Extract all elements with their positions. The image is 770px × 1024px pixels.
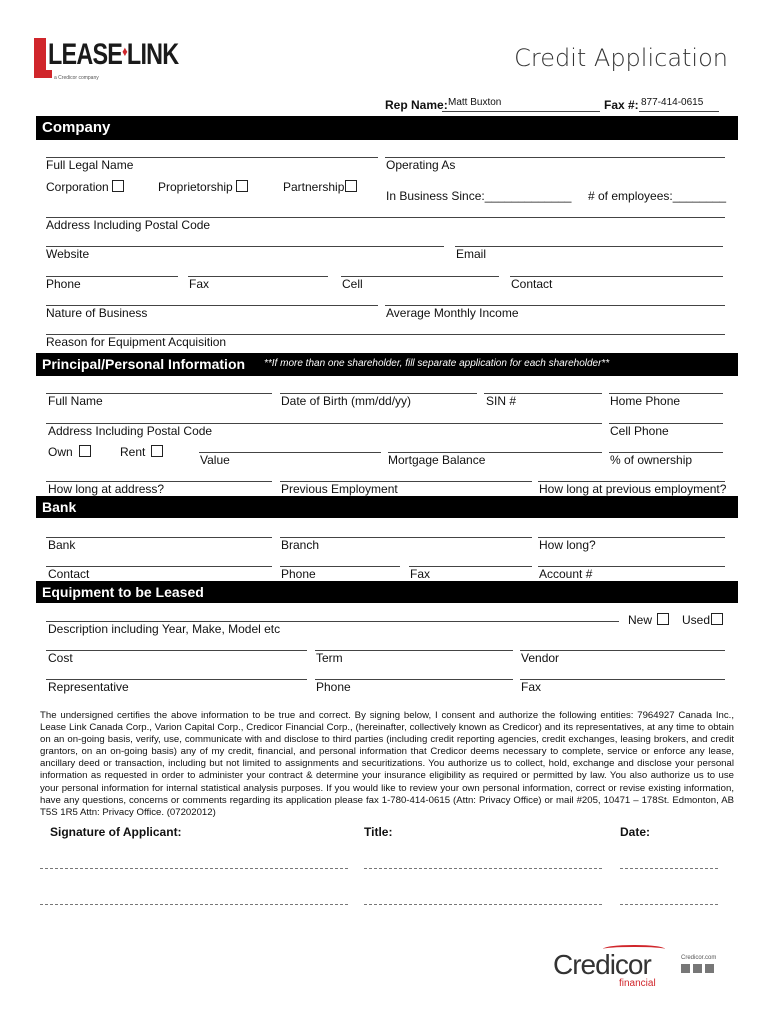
logo-text-2: LINK [126,38,179,71]
bank-how-long-label: How long? [539,538,596,552]
sin-label: SIN # [486,394,517,408]
page-title: Credit Application [514,44,728,72]
company-section-bar [36,116,738,140]
equipment-fax-label: Fax [521,680,542,694]
credicor-logo [553,945,673,990]
partnership-label: Partnership [283,180,345,194]
in-business-since-field[interactable]: In Business Since:_____________ [386,189,572,203]
nature-of-business-label: Nature of Business [46,306,148,320]
title-line-1[interactable] [364,868,602,869]
term-label: Term [316,651,343,665]
employees-field[interactable]: # of employees:________ [588,189,727,203]
bank-fax-label: Fax [410,567,431,581]
corporation-label: Corporation [46,180,109,194]
rep-name-label: Rep Name: [385,98,448,112]
credicor-sub: financial [619,978,656,989]
email-field[interactable] [455,246,723,247]
company-phone-label: Phone [46,277,81,291]
fax-value: 877-414-0615 [641,97,704,108]
principal-address-label: Address Including Postal Code [48,424,213,438]
signature-date-label: Date: [620,825,651,839]
cost-field[interactable] [46,650,307,651]
full-legal-name-label: Full Legal Name [46,158,134,172]
company-fax-label: Fax [189,277,210,291]
lease-link-logo [34,38,179,84]
rent-label: Rent [120,445,146,459]
signature-line-2[interactable] [40,904,348,905]
rep-name-value: Matt Buxton [448,97,502,108]
maple-leaf-icon: ♦ [122,43,127,59]
own-label: Own [48,445,73,459]
account-label: Account # [539,567,593,581]
bank-label: Bank [48,538,76,552]
principal-full-name-label: Full Name [48,394,103,408]
bank-contact-label: Contact [48,567,90,581]
fax-label: Fax #: [604,98,639,112]
twitter-icon[interactable] [705,964,714,973]
value-label: Value [200,453,230,467]
title-line-2[interactable] [364,904,602,905]
partnership-checkbox[interactable] [345,180,357,192]
previous-employment-label: Previous Employment [281,482,398,496]
equipment-heading: Equipment to be Leased [42,584,204,600]
vendor-label: Vendor [521,651,560,665]
mortgage-balance-label: Mortgage Balance [388,453,486,467]
equipment-section-bar [36,581,738,603]
logo-tagline: a Credicor company [54,75,99,81]
cell-phone-label: Cell Phone [610,424,669,438]
email-label: Email [456,247,487,261]
used-checkbox[interactable] [711,613,723,625]
new-checkbox[interactable] [657,613,669,625]
company-cell-field[interactable] [341,276,499,277]
bank-field[interactable] [46,537,272,538]
principal-note: **If more than one shareholder, fill separate application for each shareholder** [264,358,610,369]
bank-section-bar [36,496,738,518]
branch-label: Branch [281,538,320,552]
consent-legal-text: The undersigned certifies the above information to be true and correct. By signing below, I consent and authorize the following entities: 7964927 Canada Inc., Lease Link Canada Corp., Varion Capital Corp., Credicor Financial Corp., (hereinafter, collectively known as Credicor) and its representatives, at any time to obtain on an on-going basis, verify, use, communicate with and disclose to third parties (including credit reporting agencies, credit exchanges, leasing brokers, and credit grantors, on an on-going basis) any of my credit, financial, and personal information that Credicor deems necessary to complete, service or enforce any lease, ancillary deed or transaction, including but not limited to assignments and securitizations. You authorize us to collect, hold, exchange and disclose your personal information as requested in order to administer your contract & determine your insurance eligibility as required or permitted by law. You also authorize us to use your personal information for internal statistical analysis purposes. If you would like to review your own personal information, correct or revise existing information, have any questions, concerns or comments regarding its application please fax 1-780-414-0615 (Attn: Privacy Office) or mail #205, 10471 – 178St. Edmonton, AB T5S 1R5 Attn: Privacy Office. (07202012) [40,710,734,818]
rep-name-line[interactable] [442,111,600,112]
principal-heading: Principal/Personal Information [42,356,246,372]
company-address-label: Address Including Postal Code [46,218,211,232]
date-line-2[interactable] [620,904,718,905]
corporation-checkbox[interactable] [112,180,124,192]
website-field[interactable] [46,246,444,247]
credicor-brand: Credicor [553,949,651,980]
reason-label: Reason for Equipment Acquisition [46,335,227,349]
company-heading: Company [42,119,111,136]
company-contact-label: Contact [511,277,553,291]
signature-line-1[interactable] [40,868,348,869]
company-cell-label: Cell [342,277,363,291]
logo-text: LEASE [48,38,123,71]
cost-label: Cost [48,651,73,665]
equipment-phone-label: Phone [316,680,351,694]
proprietorship-checkbox[interactable] [236,180,248,192]
used-label: Used [682,613,711,627]
signature-title-label: Title: [364,825,393,839]
equipment-description-label: Description including Year, Make, Model etc [48,622,281,636]
credicor-url: Credicor.com [681,955,717,961]
how-long-prev-label: How long at previous employment? [539,482,727,496]
bank-heading: Bank [42,499,77,515]
website-label: Website [46,247,90,261]
term-field[interactable] [315,650,513,651]
rent-checkbox[interactable] [151,445,163,457]
how-long-address-label: How long at address? [48,482,165,496]
home-phone-label: Home Phone [610,394,681,408]
bank-phone-label: Phone [281,567,316,581]
operating-as-label: Operating As [386,158,456,172]
linkedin-icon[interactable] [693,964,702,973]
date-line-1[interactable] [620,868,718,869]
ownership-label: % of ownership [610,453,693,467]
new-label: New [628,613,653,627]
facebook-icon[interactable] [681,964,690,973]
signature-applicant-label: Signature of Applicant: [50,825,182,839]
dob-label: Date of Birth (mm/dd/yy) [281,394,412,408]
principal-section-bar [36,353,738,376]
representative-label: Representative [48,680,129,694]
proprietorship-label: Proprietorship [158,180,233,194]
fax-line[interactable] [639,111,719,112]
equipment-fax-field[interactable] [520,679,725,680]
avg-monthly-income-label: Average Monthly Income [386,306,519,320]
own-checkbox[interactable] [79,445,91,457]
